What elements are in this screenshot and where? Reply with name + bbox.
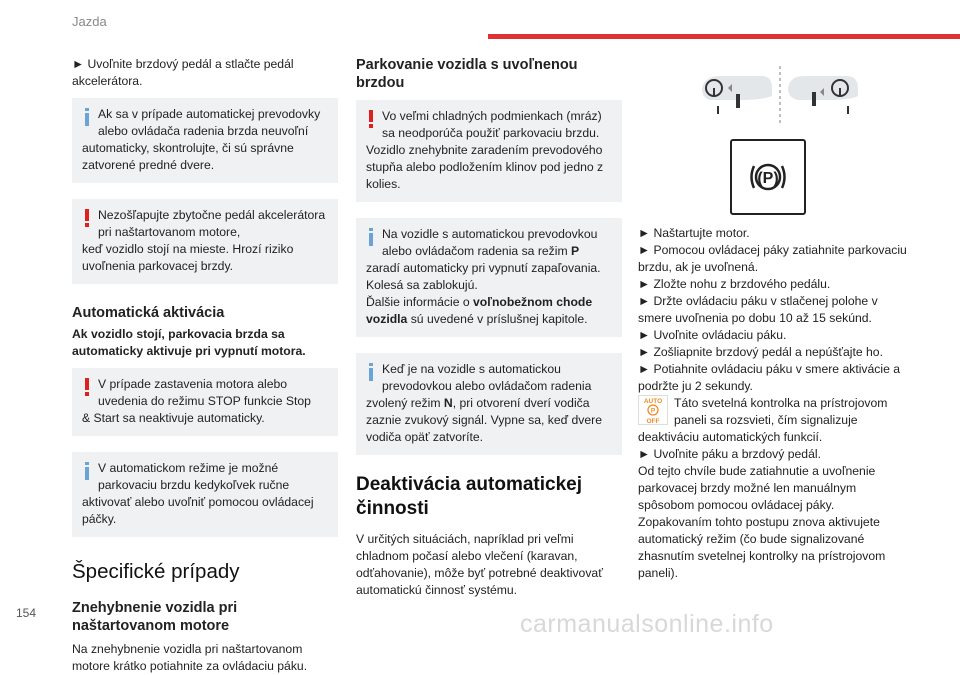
section-header: Jazda xyxy=(72,14,107,29)
step: ► Uvoľnite páku a brzdový pedál. xyxy=(638,447,821,461)
warning-box: Vo veľmi chladných podmienkach (mráz) sa neodporúča použiť parkovaciu brzdu. Vozidlo znehybnite zaradením prevodového stupňa alebo podložením klinov pod jedno z kolies. xyxy=(356,100,622,202)
deactivation-text: V určitých situáciách, napríklad pri veľmi chladnom počasí alebo vlečení (karavan, odťahovanie), môže byť potrebné deaktivovať automatickú činnosť systému. xyxy=(356,532,603,597)
step: ► Uvoľnite ovládaciu páku. xyxy=(638,328,787,342)
warning-icon xyxy=(82,209,92,227)
info-icon xyxy=(82,462,92,480)
final-note: Od tejto chvíle bude zatiahnutie a uvoľnenie parkovacej brzdy možné len manuálnym spôsobom pomocou ovládacej páky. Zopakovaním tohto postupu znova aktivujete automatický režim (čo bude signalizované zhasnutím svetelnej kontrolky na prístrojovom paneli). xyxy=(638,464,886,580)
step: ► Držte ovládaciu páku v stlačenej polohe v smere uvoľnenia po dobu 10 až 15 sekúnd. xyxy=(638,294,878,325)
parking-brake-symbol xyxy=(730,139,806,215)
heading-special-cases: Špecifické prípady xyxy=(72,560,240,583)
step: ► Potiahnite ovládaciu páku v smere aktivácie a podržte ju 2 sekundy. xyxy=(638,362,901,393)
info-box: V automatickom režime je možné parkovaciu brzdu kedykoľvek ručne aktivovať alebo uvoľniť pomocou ovládacej páčky. xyxy=(72,452,338,537)
steering-wheel-icon xyxy=(702,76,772,114)
warning-icon xyxy=(82,378,92,396)
svg-text:AUTO: AUTO xyxy=(643,398,663,405)
heading-parking-released: Parkovanie vozidla s uvoľnenou brzdou xyxy=(356,57,578,91)
info-icon xyxy=(366,363,376,381)
column-1 xyxy=(72,56,338,675)
column-2 xyxy=(356,56,622,599)
step-release-brake: ► Uvoľnite brzdový pedál a stlačte pedál akcelerátora. xyxy=(72,57,294,88)
auto-activation-text: Ak vozidlo stojí, parkovacia brzda sa automaticky aktivuje pri vypnutí motora. xyxy=(72,327,306,358)
page-number: 154 xyxy=(16,606,37,620)
step: ► Naštartujte motor. xyxy=(638,226,750,240)
warning-box: Nezošľapujte zbytočne pedál akcelerátora pri naštartovanom motore, keď vozidlo stojí na mieste. Hrozí riziko uvoľnenia parkovacej brzdy. xyxy=(72,199,338,284)
column-3 xyxy=(638,66,910,582)
info-box: Keď je na vozidle s automatickou prevodovkou alebo ovládačom radenia zvolený režim N, pri otvorení dverí vodiča zaznie zvukový signál. Vypne sa, keď dvere vodiča opäť zatvoríte. xyxy=(356,353,622,455)
svg-text:(P): (P) xyxy=(757,170,779,187)
warning-box: V prípade zastavenia motora alebo uvedenia do režimu STOP funkcie Stop & Start sa neaktivuje automaticky. xyxy=(72,368,338,436)
svg-text:P: P xyxy=(650,407,656,415)
auto-off-icon xyxy=(638,395,668,425)
info-icon xyxy=(366,228,376,246)
steering-wheel-icon xyxy=(788,76,858,114)
info-icon xyxy=(82,108,92,126)
watermark: carmanualsonline.info xyxy=(520,610,774,638)
info-box: Ak sa v prípade automatickej prevodovky alebo ovládača radenia brzda neuvoľní automaticky, skontrolujte, či sú správne zatvorené predné dvere. xyxy=(72,98,338,183)
warning-icon xyxy=(366,110,376,128)
steps-list xyxy=(638,225,910,395)
auto-off-note: AUTO P OFF Táto svetelná kontrolka na prístrojovom paneli sa rozsvieti, čím signalizuje deaktiváciu automatických funkcií. xyxy=(638,396,888,444)
heading-deactivation: Deaktivácia automatickej činnosti xyxy=(356,474,583,519)
parking-brake-icon xyxy=(748,157,788,197)
step: ► Zložte nohu z brzdového pedálu. xyxy=(638,277,831,291)
svg-text:OFF: OFF xyxy=(646,418,660,425)
heading-automatic-activation: Automatická aktivácia xyxy=(72,305,225,321)
lever-diagram xyxy=(700,66,860,128)
heading-immobilize: Znehybnenie vozidla pri naštartovanom motore xyxy=(72,600,238,634)
step: ► Zošliapnite brzdový pedál a nepúšťajte ho. xyxy=(638,345,883,359)
header-accent-bar xyxy=(488,34,960,39)
info-box: Na vozidle s automatickou prevodovkou alebo ovládačom radenia sa režim P zaradí automaticky pri vypnutí zapaľovania. Kolesá sa zablokujú. Ďalšie informácie o voľnobežnom chode vozidla sú uvedené v príslušnej kapitole. xyxy=(356,218,622,337)
step: ► Pomocou ovládacej páky zatiahnite parkovaciu brzdu, ak je uvoľnená. xyxy=(638,243,907,274)
immobilize-text: Na znehybnenie vozidla pri naštartovanom motore krátko potiahnite za ovládaciu páku. xyxy=(72,642,308,673)
